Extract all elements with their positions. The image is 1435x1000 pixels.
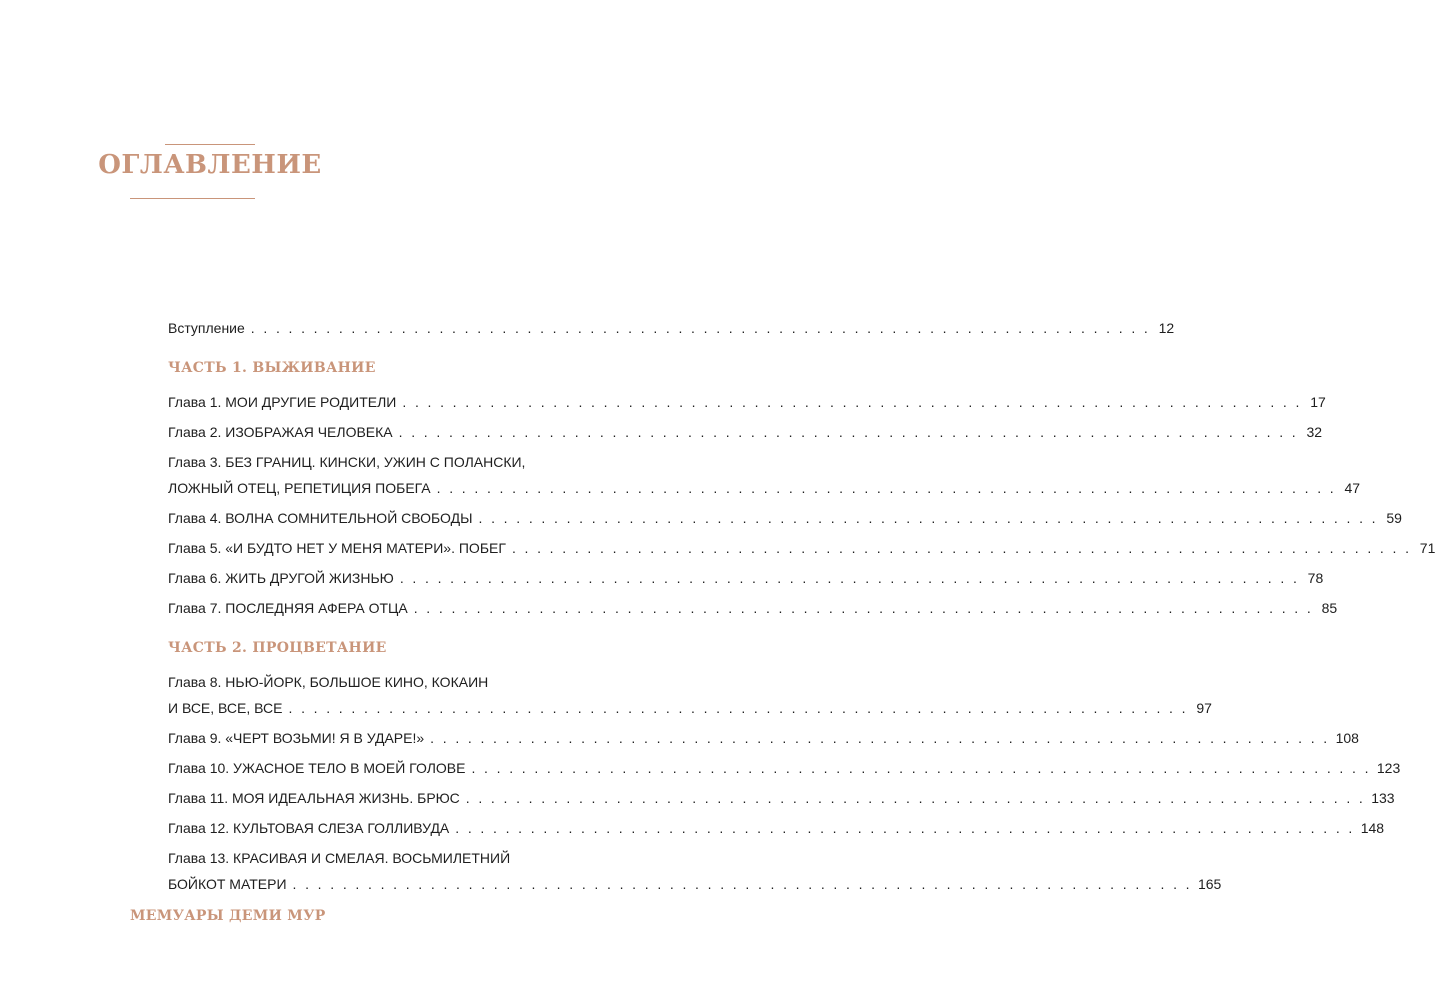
dot-leader: . . . . . . . . . . . . . . . . . . . . . . . . . . . . . . . . . . . . . . . . . . . . . . . . . . . . . . . . . . . . . . . . . . . . . . . . xyxy=(455,820,1355,836)
toc-entry-label: Глава 4. ВОЛНА СОМНИТЕЛЬНОЙ СВОБОДЫ xyxy=(168,510,473,526)
toc-entry-chapter[interactable] xyxy=(168,505,1402,531)
toc-entry-chapter[interactable] xyxy=(168,449,1361,501)
toc-entry-label: Вступление xyxy=(168,320,245,336)
toc-entry-chapter[interactable] xyxy=(168,785,1395,811)
toc-entry-page: 148 xyxy=(1360,820,1385,836)
toc-entry-page: 71 xyxy=(1419,540,1435,556)
toc-entry-page: 165 xyxy=(1197,876,1222,892)
toc-entry-label: И ВСЕ, ВСЕ, ВСЕ xyxy=(168,700,283,716)
toc-entry-page: 133 xyxy=(1371,790,1395,806)
part-title: ЧАСТЬ 2. ПРОЦВЕТАНИЕ xyxy=(168,640,387,656)
dot-leader: . . . . . . . . . . . . . . . . . . . . . . . . . . . . . . . . . . . . . . . . . . . . . . . . . . . . . . . . . . . . . . . . . . . . . . . . xyxy=(398,424,1299,440)
toc-entry-chapter[interactable] xyxy=(168,755,1401,781)
toc-entry-chapter[interactable] xyxy=(168,595,1338,621)
running-footer: МЕМУАРЫ ДЕМИ МУР xyxy=(130,908,326,924)
dot-leader: . . . . . . . . . . . . . . . . . . . . . . . . . . . . . . . . . . . . . . . . . . . . . . . . . . . . . . . . . . . . . . . . . . . . . . . . xyxy=(250,320,1151,336)
toc-entry-page: 78 xyxy=(1307,570,1324,586)
toc-entry-intro[interactable] xyxy=(168,315,1175,341)
dot-leader: . . . . . . . . . . . . . . . . . . . . . . . . . . . . . . . . . . . . . . . . . . . . . . . . . . . . . . . . . . . . . . . . . . . . . . . . xyxy=(478,510,1378,526)
toc-entry-page: 12 xyxy=(1158,320,1175,336)
toc-entry-chapter[interactable] xyxy=(168,725,1359,751)
toc-entry-chapter[interactable] xyxy=(168,389,1326,415)
toc-entry-label: Глава 1. МОИ ДРУГИЕ РОДИТЕЛИ xyxy=(168,394,397,410)
toc-entry-label: Глава 11. МОЯ ИДЕАЛЬНАЯ ЖИЗНЬ. БРЮС xyxy=(168,790,460,806)
toc-entry-label: Глава 9. «ЧЕРТ ВОЗЬМИ! Я В УДАРЕ!» xyxy=(168,730,425,746)
toc-entry-page: 32 xyxy=(1306,424,1323,440)
toc-entry-page: 123 xyxy=(1376,760,1401,776)
dot-leader: . . . . . . . . . . . . . . . . . . . . . . . . . . . . . . . . . . . . . . . . . . . . . . . . . . . . . . . . . . . . . . . . . . . . . . . . xyxy=(402,394,1302,410)
toc-entry-label: Глава 12. КУЛЬТОВАЯ СЛЕЗА ГОЛЛИВУДА xyxy=(168,820,450,836)
dot-leader: . . . . . . . . . . . . . . . . . . . . . . . . . . . . . . . . . . . . . . . . . . . . . . . . . . . . . . . . . . . . . . . . . . . . . . . . xyxy=(471,760,1371,776)
toc-entry-label-line: Глава 8. НЬЮ-ЙОРК, БОЛЬШОЕ КИНО, КОКАИН xyxy=(168,674,489,690)
toc-entry-label: Глава 10. УЖАСНОЕ ТЕЛО В МОЕЙ ГОЛОВЕ xyxy=(168,760,466,776)
dot-leader: . . . . . . . . . . . . . . . . . . . . . . . . . . . . . . . . . . . . . . . . . . . . . . . . . . . . . . . . . . . . . . . . . . . . . . . . xyxy=(413,600,1314,616)
dot-leader: . . . . . . . . . . . . . . . . . . . . . . . . . . . . . . . . . . . . . . . . . . . . . . . . . . . . . . . . . . . . . . . . . . . . . . . . xyxy=(511,540,1412,556)
table-of-contents xyxy=(168,315,1435,897)
toc-entry-chapter[interactable] xyxy=(168,669,1212,721)
toc-entry-chapter[interactable] xyxy=(168,535,1435,561)
toc-parts xyxy=(168,355,1435,897)
dot-leader: . . . . . . . . . . . . . . . . . . . . . . . . . . . . . . . . . . . . . . . . . . . . . . . . . . . . . . . . . . . . . . . . . . . . . . . . xyxy=(399,570,1300,586)
toc-entry-chapter[interactable] xyxy=(168,565,1324,591)
dot-leader: . . . . . . . . . . . . . . . . . . . . . . . . . . . . . . . . . . . . . . . . . . . . . . . . . . . . . . . . . . . . . . . . . . . . . . . . xyxy=(430,730,1330,746)
toc-entry-label: БОЙКОТ МАТЕРИ xyxy=(168,876,287,892)
toc-entry-chapter[interactable] xyxy=(168,845,1222,897)
toc-entry-page: 97 xyxy=(1196,700,1212,716)
part-title: ЧАСТЬ 1. ВЫЖИВАНИЕ xyxy=(168,360,376,376)
toc-entry-chapter[interactable] xyxy=(168,815,1385,841)
toc-entry-label: Глава 7. ПОСЛЕДНЯЯ АФЕРА ОТЦА xyxy=(168,600,408,616)
toc-entry-label: Глава 2. ИЗОБРАЖАЯ ЧЕЛОВЕКА xyxy=(168,424,393,440)
title-rule-bottom xyxy=(130,198,255,199)
dot-leader: . . . . . . . . . . . . . . . . . . . . . . . . . . . . . . . . . . . . . . . . . . . . . . . . . . . . . . . . . . . . . . . . . . . . . . . . xyxy=(292,876,1192,892)
dot-leader: . . . . . . . . . . . . . . . . . . . . . . . . . . . . . . . . . . . . . . . . . . . . . . . . . . . . . . . . . . . . . . . . . . . . . . . . xyxy=(436,480,1337,496)
toc-entry-page: 47 xyxy=(1344,480,1361,496)
toc-entry-label: ЛОЖНЫЙ ОТЕЦ, РЕПЕТИЦИЯ ПОБЕГА xyxy=(168,480,431,496)
toc-entry-label-line: Глава 13. КРАСИВАЯ И СМЕЛАЯ. ВОСЬМИЛЕТНИЙ xyxy=(168,850,511,866)
toc-entry-page: 85 xyxy=(1321,600,1338,616)
toc-entry-label-line: Глава 3. БЕЗ ГРАНИЦ. КИНСКИ, УЖИН С ПОЛАНСКИ, xyxy=(168,454,526,470)
toc-entry-page: 17 xyxy=(1310,394,1326,410)
page-title: ОГЛАВЛЕНИЕ xyxy=(98,150,322,180)
toc-entry-page: 59 xyxy=(1386,510,1402,526)
toc-entry-page: 108 xyxy=(1335,730,1359,746)
toc-entry-label: Глава 5. «И БУДТО НЕТ У МЕНЯ МАТЕРИ». ПОБЕГ xyxy=(168,540,506,556)
dot-leader: . . . . . . . . . . . . . . . . . . . . . . . . . . . . . . . . . . . . . . . . . . . . . . . . . . . . . . . . . . . . . . . . . . . . . . . . xyxy=(288,700,1188,716)
toc-entry-chapter[interactable] xyxy=(168,419,1323,445)
dot-leader: . . . . . . . . . . . . . . . . . . . . . . . . . . . . . . . . . . . . . . . . . . . . . . . . . . . . . . . . . . . . . . . . . . . . . . . . xyxy=(465,790,1366,806)
title-rule-top xyxy=(165,144,255,145)
toc-entry-label: Глава 6. ЖИТЬ ДРУГОЙ ЖИЗНЬЮ xyxy=(168,570,394,586)
